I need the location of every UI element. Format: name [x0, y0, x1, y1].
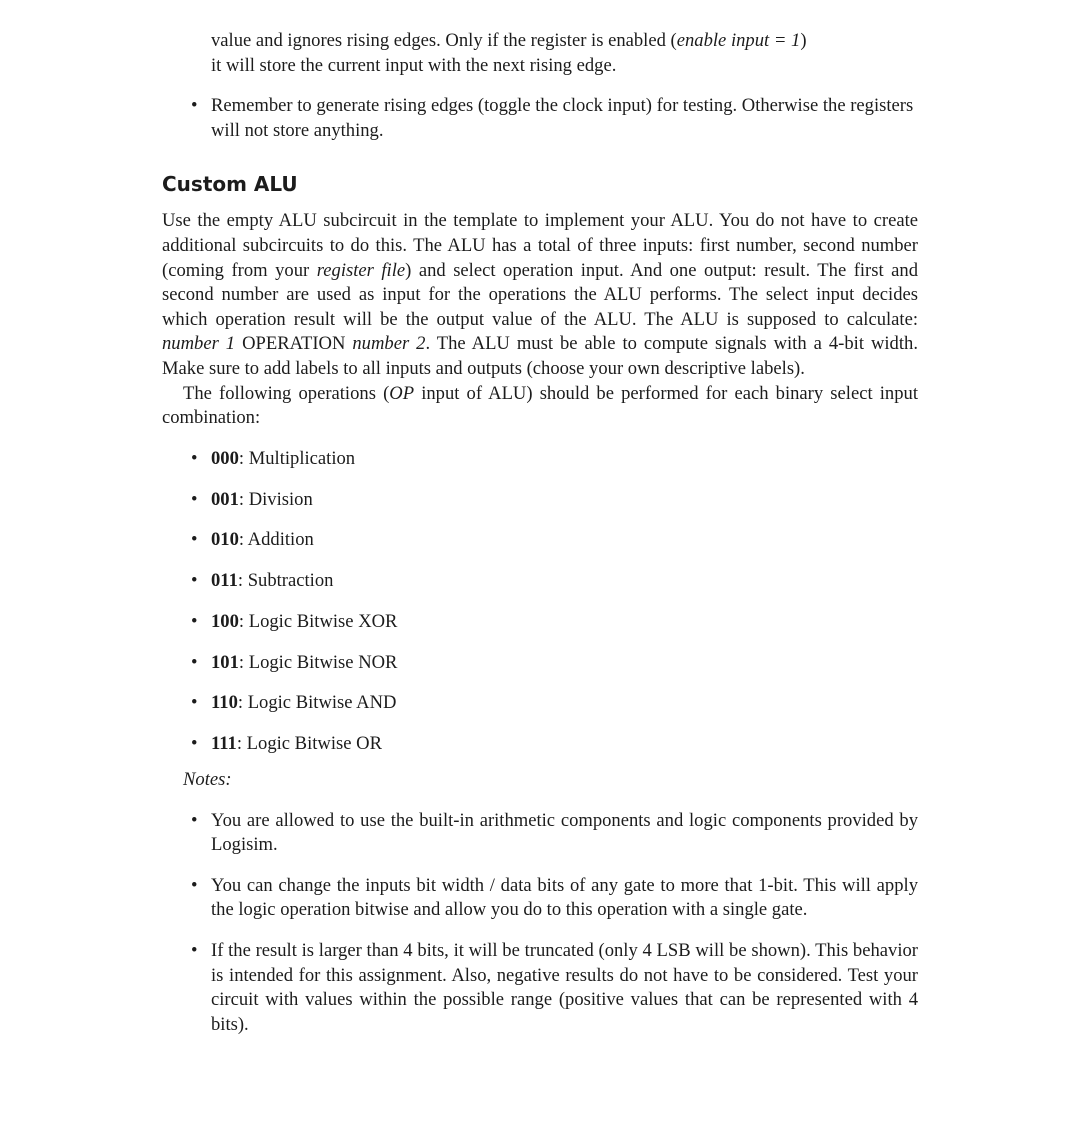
- operations-list: [162, 447, 918, 757]
- list-item: [162, 94, 918, 143]
- section-title: Custom ALU: [162, 172, 298, 197]
- bullet-icon: •: [191, 692, 198, 714]
- op-name: : Addition: [238, 529, 314, 551]
- text-run: value and ignores rising edges. Only if the register is enabled (: [211, 30, 677, 51]
- operations-intro-paragraph: The following operations (OP input of ALU) should be performed for each binary select input combination:: [162, 382, 918, 429]
- op-code: 110: [211, 692, 238, 714]
- bullet-icon: •: [191, 651, 198, 673]
- op-name: : Logic Bitwise AND: [237, 692, 397, 714]
- list-item-text: You can change the inputs bit width / data bits of any gate to more that 1-bit. This will apply the logic operation bitwise and allow you do to this operation with a single gate.: [211, 874, 918, 921]
- op-name: : Multiplication: [238, 447, 356, 469]
- document-page: [162, 0, 918, 1053]
- text-emphasis: enable input = 1: [676, 30, 801, 51]
- list-item: [162, 874, 918, 923]
- notes-list: [162, 809, 918, 1038]
- op-code: 100: [211, 610, 239, 632]
- list-item-text: Remember to generate rising edges (toggle the clock input) for testing. Otherwise the registers will not store anything.: [211, 95, 914, 141]
- list-item-text: If the result is larger than 4 bits, it will be truncated (only 4 LSB will be shown). This behavior is intended for this assignment. Also, negative results do not have to be considered. Test your circuit with values within the possible range (positive values that can be represented with 4 bits).: [211, 939, 918, 1035]
- list-item: [162, 691, 918, 716]
- op-name: : Division: [238, 488, 313, 510]
- op-name: : Subtraction: [237, 570, 334, 592]
- list-item: [162, 610, 918, 635]
- list-item: [162, 651, 918, 676]
- op-code: 000: [211, 447, 239, 469]
- bullet-icon: •: [191, 95, 198, 117]
- text-run: it will store the current input with the next rising edge.: [211, 54, 617, 76]
- op-code: 010: [211, 529, 239, 551]
- list-item: [162, 939, 918, 1037]
- bullet-icon: •: [191, 529, 198, 551]
- list-item: [162, 569, 918, 594]
- list-item: [162, 488, 918, 513]
- list-item: [162, 732, 918, 757]
- list-item: [162, 447, 918, 472]
- op-name: : Logic Bitwise OR: [236, 733, 382, 755]
- bullet-icon: •: [191, 809, 198, 831]
- list-item: [162, 809, 918, 858]
- list-item-text: You are allowed to use the built-in arithmetic components and logic components provided by Logisim.: [211, 809, 918, 856]
- bullet-icon: •: [191, 447, 198, 469]
- op-code: 011: [211, 570, 238, 592]
- notes-label: Notes:: [183, 768, 232, 790]
- alu-description-paragraph: Use the empty ALU subcircuit in the template to implement your ALU. You do not have to create additional subcircuits to do this. The ALU has a total of three inputs: first number, second number (coming from your register file) and select operation input. And one output: result. The first and second number are used as input for the operations the ALU performs. The select input decides which operation result will be the output value of the ALU. The ALU is supposed to calculate: number 1 OPERATION number 2. The ALU must be able to compute signals with a 4-bit width. Make sure to add labels to all inputs and outputs (choose your own descriptive labels).: [162, 210, 918, 379]
- rising-edge-list: [162, 94, 918, 143]
- list-item: [162, 528, 918, 553]
- bullet-icon: •: [191, 939, 198, 961]
- bullet-icon: •: [191, 488, 198, 510]
- bullet-icon: •: [191, 570, 198, 592]
- op-code: 101: [211, 651, 239, 673]
- text-run: ): [800, 30, 807, 51]
- bullet-icon: •: [191, 874, 198, 896]
- op-name: : Logic Bitwise XOR: [238, 610, 398, 632]
- op-code: 001: [211, 488, 239, 510]
- op-code: 111: [211, 733, 237, 755]
- bullet-icon: •: [191, 610, 198, 632]
- continuation-text: [211, 29, 918, 78]
- bullet-icon: •: [191, 733, 198, 755]
- op-name: : Logic Bitwise NOR: [238, 651, 398, 673]
